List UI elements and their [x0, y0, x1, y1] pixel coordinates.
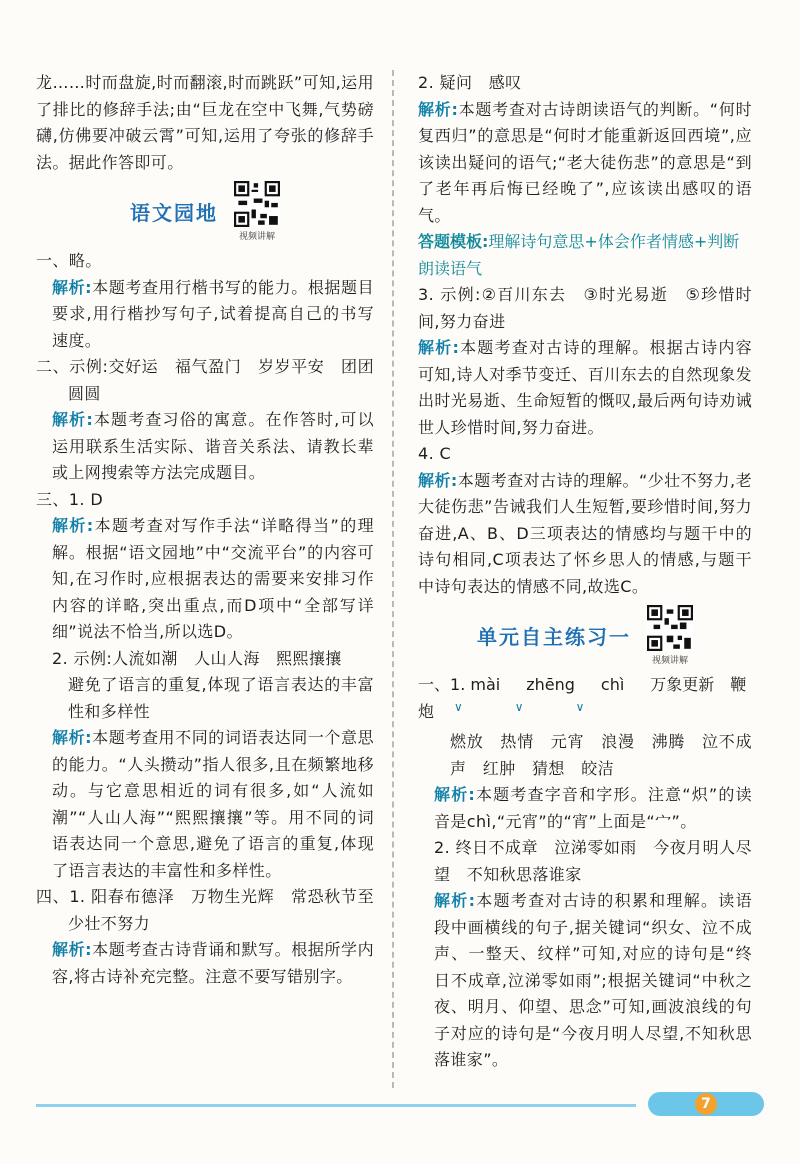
qr-code-icon	[647, 605, 693, 651]
answer: 略。	[68, 251, 102, 270]
section-title: 单元自主练习一	[477, 624, 631, 649]
check-marks	[454, 694, 636, 721]
q-label: 四、	[36, 887, 70, 906]
analysis-label: 解析:	[52, 277, 92, 297]
analysis-label: 解析:	[52, 728, 92, 747]
question-1	[36, 248, 374, 275]
right-column	[418, 70, 752, 1074]
q-label: 三、	[36, 489, 69, 509]
footer-line	[36, 1104, 636, 1107]
q-label: 二、	[36, 357, 70, 376]
analysis-r4	[418, 468, 752, 601]
question-r2: 2. 疑问 感叹	[418, 73, 522, 92]
qr-code-block[interactable]	[234, 181, 280, 242]
section-title: 语文园地	[130, 200, 218, 225]
analysis-text: 本题考查对古诗的理解。“少壮不努力,老大徒伤悲”告诫我们人生短暂,要珍惜时间,努力奋进,A、B、D三项表达的情感均与题干中的诗句相同,C项表达了怀乡思人的情感,与题干中诗句表达的情感不同,故选C。	[418, 470, 752, 596]
answer: 1. 阳春布德泽 万物生光辉 常恐秋节至 少壮不努力	[68, 887, 391, 933]
intro-text: 龙……时而盘旋,时而翻滚,时而跳跃”可知,运用了排比的修辞手法;由“巨龙在空中飞舞,气势磅礴,仿佛要冲破云霄”可知,运用了夸张的修辞手法。据此作答即可。	[36, 73, 374, 172]
question-3-1	[36, 487, 374, 514]
question-r3: 3. 示例:②百川东去 ③时光易逝 ⑤珍惜时间,努力奋进	[418, 285, 752, 331]
analysis-3-2	[36, 725, 374, 884]
analysis-text: 本题考查对古诗的积累和理解。读语段中画横线的句子,据关键词“织女、泣不成声、一整天、纹样”可知,对应的诗句是“终日不成章,泣涕零如雨”;根据关键词“中秋之夜、明月、仰望、思念”可知,画波浪线的句子对应的诗句是“今夜月明人尽望,不知秋思落谁家”。	[434, 891, 752, 1069]
analysis-label: 解析:	[418, 470, 458, 490]
analysis-label: 解析:	[434, 891, 476, 910]
q-num: 1.	[450, 675, 466, 694]
analysis-label: 解析:	[52, 940, 92, 959]
analysis-s1	[418, 782, 752, 835]
page-number-badge	[648, 1092, 764, 1116]
answer-template	[418, 229, 752, 282]
analysis-text: 本题考查对古诗的理解。根据古诗内容可知,诗人对季节变迁、百川东去的自然现象发出时光易逝、生命短暂的慨叹,最后两句诗劝诫世人珍惜时间,努力奋进。	[418, 338, 752, 437]
analysis-label: 解析:	[52, 516, 94, 535]
analysis-label: 解析:	[418, 338, 460, 357]
analysis-s2	[418, 888, 752, 1074]
q-label: 一、	[36, 251, 69, 270]
check-icon: ∨	[575, 700, 637, 714]
answer-words: 万象更新 鞭炮	[418, 675, 747, 721]
question-3-2: 2. 示例:人流如潮 人山人海 熙熙攘攘	[52, 648, 342, 668]
analysis-text: 本题考查习俗的寓意。在作答时,可以运用联系生活实际、谐音关系法、请教长辈或上网搜索等方法完成题目。	[52, 410, 374, 482]
q-label: 一、	[418, 675, 451, 694]
analysis-text: 本题考查古诗背诵和默写。根据所学内容,将古诗补充完整。注意不要写错别字。	[52, 940, 374, 986]
analysis-text: 本题考查用不同的词语表达同一个意思的能力。“人头攒动”指人很多,且在频繁地移动。与它意思相近的词有很多,如“人流如潮”“人山人海”“熙熙攘攘”等。用不同的词语表达同一个意思,避免了语言的重复,体现了语言表达的丰富性和多样性。	[52, 728, 374, 880]
analysis-text: 本题考查字音和字形。注意“炽”的读音是chì,“元宵”的“宵”上面是“宀”。	[434, 785, 752, 831]
answer: 示例:交好运 福气盈门 岁岁平安 团团圆圆	[68, 357, 374, 403]
analysis-1	[36, 275, 374, 355]
question-4-1	[36, 884, 391, 937]
pinyin-3: chì	[600, 675, 625, 694]
analysis-text: 本题考查对写作手法“详略得当”的理解。根据“语文园地”中“交流平台”的内容可知,在习作时,应根据表达的需要来安排习作内容的详略,突出重点,而D项中“全部写详细”说法不恰当,所以选D。	[52, 516, 374, 641]
question-s1-1	[418, 672, 752, 725]
qr-caption: 视频讲解	[651, 655, 688, 666]
analysis-text: 本题考查对古诗朗读语气的判断。“何时复西归”的意思是“何时才能重新返回西境”,应该读出疑问的语气;“老大徒伤悲”的意思是“到了老年再后悔已经晚了”,应该读出感叹的语气。	[418, 99, 752, 225]
question-s2: 2. 终日不成章 泣涕零如雨 今夜月明人尽望 不知秋思落谁家	[434, 838, 752, 884]
qr-code-block[interactable]	[647, 605, 693, 666]
answer-3-2-cont: 避免了语言的重复,体现了语言表达的丰富性和多样性	[68, 675, 374, 721]
section-heading-yuwen-yuandi	[36, 180, 374, 242]
qr-caption: 视频讲解	[238, 231, 275, 242]
answer: 1. D	[68, 489, 104, 509]
analysis-r2	[418, 97, 752, 230]
analysis-3-1	[36, 513, 374, 646]
template-text: 理解诗句意思+体会作者情感+判断朗读语气	[418, 232, 740, 278]
left-column	[36, 70, 391, 990]
question-2	[36, 354, 374, 407]
analysis-2	[36, 407, 374, 487]
check-icon: ∨	[514, 700, 576, 714]
page-number: 7	[695, 1093, 717, 1115]
template-label: 答题模板:	[418, 232, 489, 251]
pinyin-1: mài	[470, 675, 501, 694]
analysis-r3	[418, 335, 752, 441]
analysis-4-1	[36, 937, 374, 990]
analysis-label: 解析:	[434, 785, 476, 804]
section-heading-unit-practice	[418, 604, 752, 666]
qr-code-icon	[234, 181, 280, 227]
analysis-text: 本题考查用行楷书写的能力。根据题目要求,用行楷抄写句子,试着提高自己的书写速度。	[52, 277, 374, 350]
pinyin-2: zhēng	[526, 675, 575, 694]
question-r4: 4. C	[418, 444, 452, 463]
answer-s1-line2: 燃放 热情 元宵 浪漫 沸腾 泣不成声 红肿 猜想 皎洁	[450, 732, 752, 778]
column-divider	[392, 70, 394, 1088]
analysis-label: 解析:	[418, 99, 459, 119]
check-icon: ∨	[454, 700, 515, 714]
analysis-label: 解析:	[52, 410, 94, 429]
